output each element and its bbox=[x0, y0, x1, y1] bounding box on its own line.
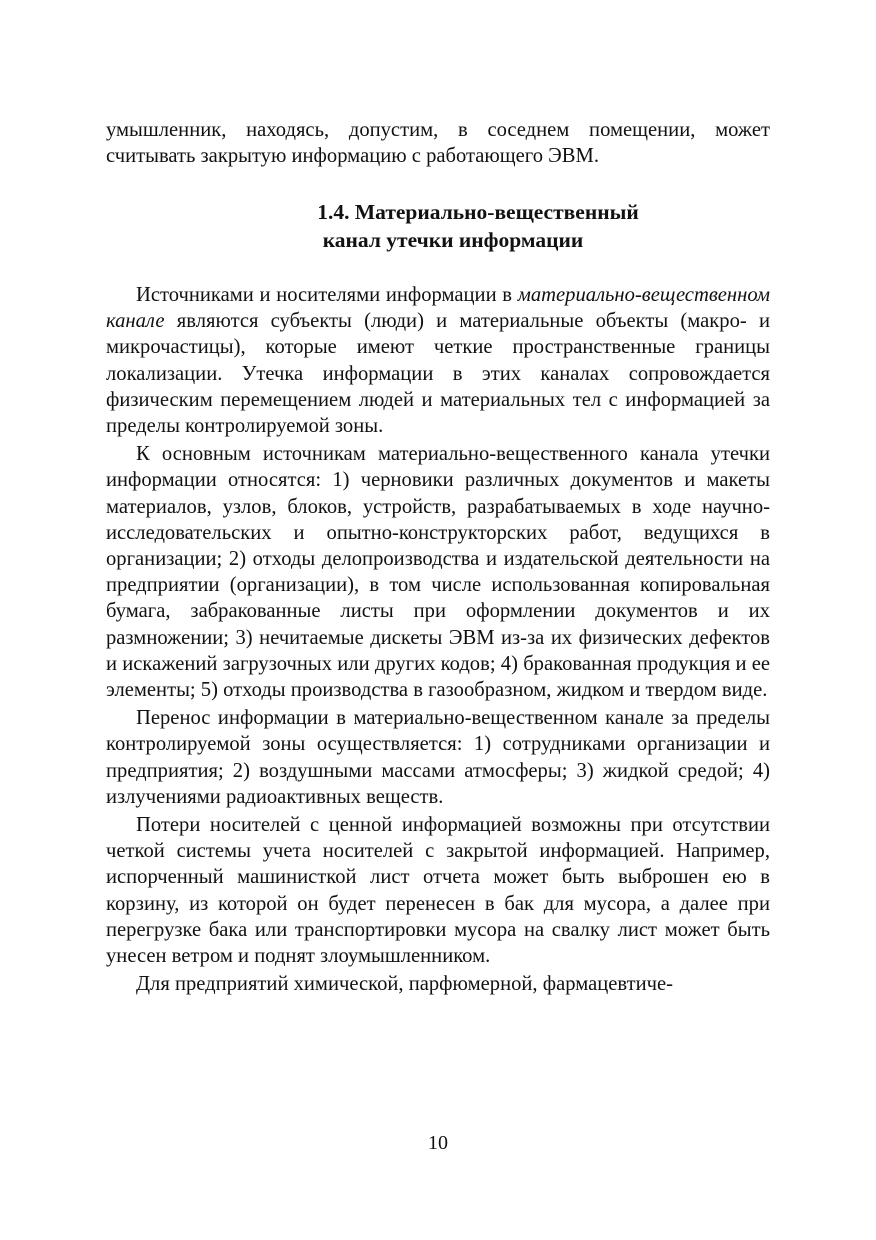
section-body bbox=[106, 282, 770, 997]
paragraph-5: Для предприятий химической, парфюмерной, фармацевтиче- bbox=[136, 973, 673, 996]
paragraph-1 bbox=[106, 282, 770, 439]
intro-text: умышленник, находясь, допустим, в соседнем помещении, может считывать закрытую информацию с работающего ЭВМ. bbox=[106, 119, 770, 168]
section-heading-line1: 1.4. Материально-вещественный bbox=[317, 200, 639, 224]
paragraph-3: Перенос информации в материально-вещественном канале за пределы контролируемой зоны осуществляется: 1) сотрудниками организации и предприятия; 2) воздушными массами атмосферы; 3) жидкой средой; 4) излучениями радиоактивных веществ. bbox=[106, 707, 770, 808]
paragraph-4: Потери носителей с ценной информацией возможны при отсутствии четкой системы учета носителей с закрытой информацией. Например, испорченный машинисткой лист отчета может быть выброшен ею в корзину, из которой он будет перенесен в бак для мусора, а далее при перегрузке бака или транспортировки мусора на свалку лист может быть унесен ветром и поднят злоумышленником. bbox=[106, 814, 770, 968]
paragraph-2: К основным источникам материально-вещественного канала утечки информации относятся: 1) черновики различных документов и макеты материалов, узлов, блоков, устройств, разрабатываемых в ходе научно-исследовательских и опытно-конструкторских работ, ведущихся в организации; 2) отходы делопроизводства и издательской деятельности на предприятии (организации), в том числе использованная копировальная бумага, забракованные листы при оформлении документов и их размножении; 3) нечитаемые дискеты ЭВМ из-за их физических дефектов и искажений загрузочных или других кодов; 4) бракованная продукция и ее элементы; 5) отходы производства в газообразном, жидком и твердом виде. bbox=[106, 443, 770, 702]
page-number: 10 bbox=[428, 1132, 448, 1154]
paragraph-1-end: являются субъекты (люди) и материальные объекты (макро- и микрочастицы), которые имеют четкие пространственные границы локализации. Утечка информации в этих каналах сопровождается физическим перемещением людей и материальных тел с информацией за пределы контролируемой зоны. bbox=[106, 310, 770, 438]
section-heading-line2: канал утечки информации bbox=[322, 228, 584, 252]
paragraph-1-start: Источниками и носителями информации в bbox=[136, 284, 518, 306]
section-heading bbox=[106, 198, 770, 254]
intro-paragraph bbox=[106, 117, 770, 169]
paragraph-1-italic-term: материально-вещественном канале bbox=[106, 284, 770, 333]
